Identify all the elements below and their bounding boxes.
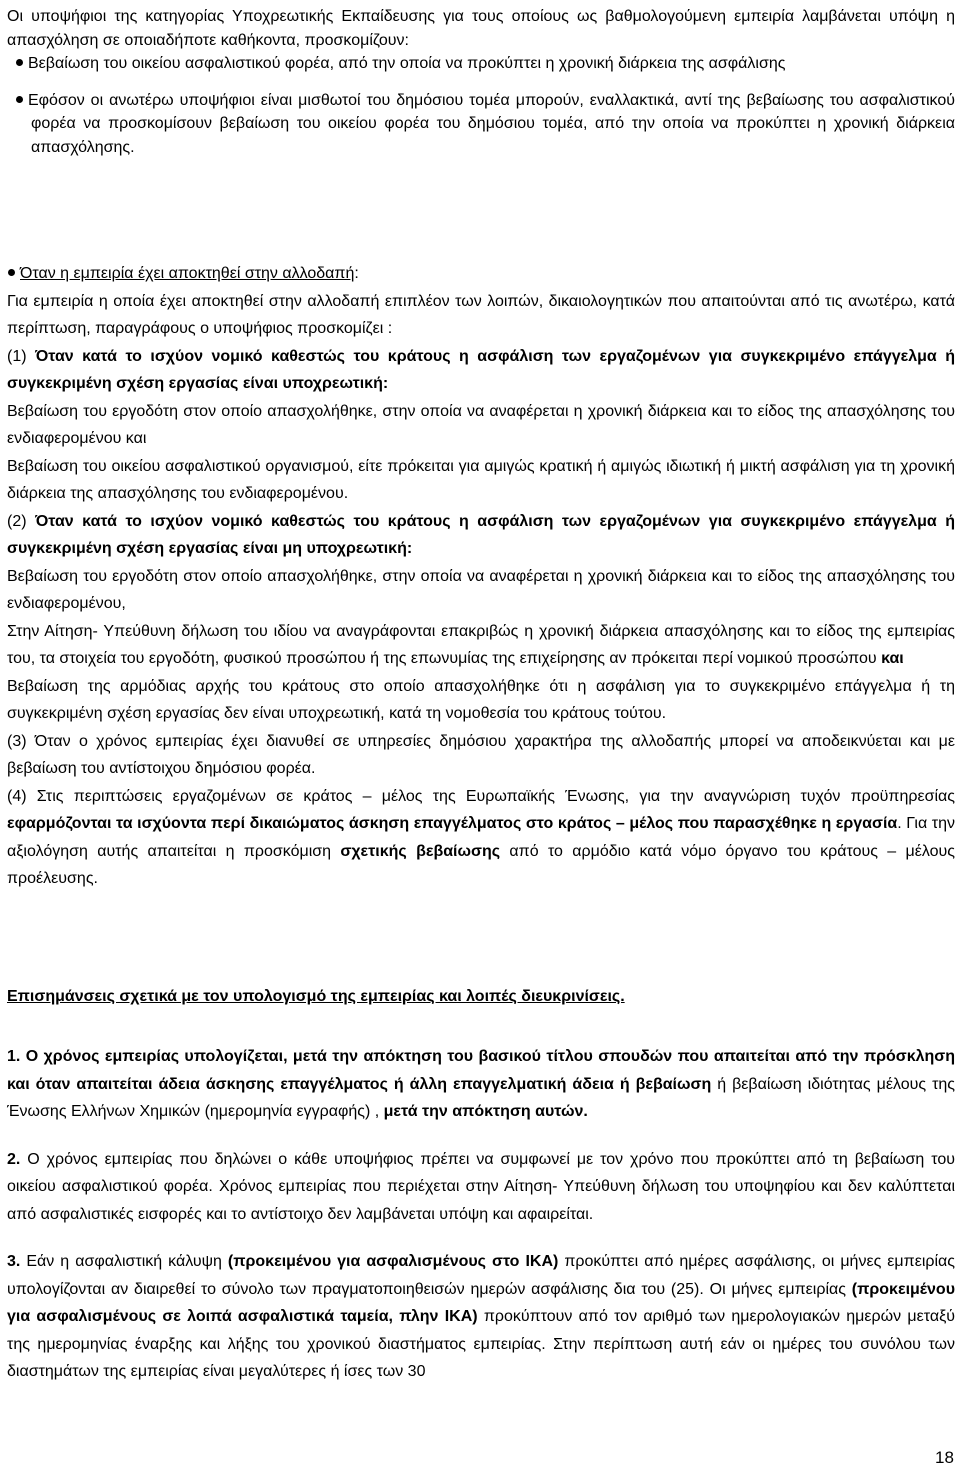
bullet-text: Βεβαίωση του οικείου ασφαλιστικού φορέα, από την οποία να προκύπτει η χρονική διάρκεια της ασφάλισης — [28, 55, 786, 72]
abroad-intro: Για εμπειρία η οποία έχει αποκτηθεί στην αλλοδαπή επιπλέον των λοιπών, δικαιολογητικών που απαιτούνται από τις ανωτέρω, κατά περίπτωση, παραγράφους ο υποψήφιος προσκομίζει : — [7, 292, 955, 337]
bullet-icon — [7, 270, 20, 278]
notes-heading: Επισημάνσεις σχετικά με τον υπολογισμό της εμπειρίας και λοιπές διευκρινίσεις. — [7, 988, 625, 1005]
bullet-icon — [15, 97, 28, 105]
notes-section — [7, 1043, 955, 1386]
case-2-paragraph-1: Βεβαίωση του εργοδότη στον οποίο απασχολήθηκε, στην οποία να αναφέρεται η χρονική διάρκεια και το είδος της απασχόλησης του ενδιαφερομένου, — [7, 567, 955, 612]
case-2-heading: (2) Όταν κατά το ισχύον νομικό καθεστώς του κράτους η ασφάλιση των εργαζομένων για συγκεκριμένο επάγγελμα ή συγκεκριμένη σχέση εργασίας είναι μη υποχρεωτική: — [7, 512, 956, 557]
note-1: 1. Ο χρόνος εμπειρίας υπολογίζεται, μετά την απόκτηση του βασικού τίτλου σπουδών που απαιτείται από την πρόσκληση και όταν απαιτείται άδεια άσκησης επαγγέλματος ή άλλη επαγγελματική άδεια ή βεβαίωση ή βεβαίωση ιδιότητας μέλους της Ένωσης Ελλήνων Χημικών (ημερομηνία εγγραφής) , μετά την απόκτηση αυτών. — [7, 1048, 956, 1120]
note-3: 3. Εάν η ασφαλιστική κάλυψη (προκειμένου για ασφαλισμένους στο ΙΚΑ) προκύπτει από ημέρες ασφάλισης, οι μήνες εμπειρίας υπολογίζονται αν διαιρεθεί το σύνολο των πραγματοποιηθεισών ημερών ασφάλισης δια του (25). Οι μήνες εμπειρίας (προκειμένου για ασφαλισμένους σε λοιπά ασφαλιστικά ταμεία, πλην ΙΚΑ) προκύπτουν από τον αριθμό των ημερολογιακών ημερών μεταξύ της ημερομηνίας έναρξης και λήξης του χρονικού διαστήματος εμπειρίας. Στην περίπτωση αυτή εάν οι ημέρες του συνόλου των διαστημάτων της εμπειρίας είναι μεγαλύτερες ή ίσες των 30 — [7, 1253, 955, 1380]
case-1-paragraph-1: Βεβαίωση του εργοδότη στον οποίο απασχολήθηκε, στην οποία να αναφέρεται η χρονική διάρκεια και το είδος της απασχόλησης του ενδιαφερομένου και — [7, 402, 955, 447]
page-number: 18 — [935, 1448, 954, 1467]
intro-section — [7, 5, 955, 159]
abroad-heading: Όταν η εμπειρία έχει αποκτηθεί στην αλλοδαπή: — [7, 260, 955, 288]
case-2-paragraph-2: Στην Αίτηση- Υπεύθυνη δήλωση του ιδίου να αναγράφονται επακριβώς η χρονική διάρκεια απασχόλησης και το είδος της εμπειρίας του, τα στοιχεία του εργοδότη, φυσικού προσώπου ή της επωνυμίας της επιχείρησης αν πρόκειται περί νομικού προσώπου και — [7, 622, 955, 667]
bullet-item-insurance-certificate — [7, 52, 955, 76]
abroad-heading-text: Όταν η εμπειρία έχει αποκτηθεί στην αλλοδαπή — [20, 265, 355, 282]
bullet-item-public-sector — [7, 89, 955, 160]
case-3-paragraph: (3) Όταν ο χρόνος εμπειρίας έχει διανυθεί σε υπηρεσίες δημόσιου χαρακτήρα της αλλοδαπής μπορεί να αποδεικνύεται και με βεβαίωση του αντίστοιχου δημόσιου φορέα. — [7, 732, 955, 777]
case-4-paragraph: (4) Στις περιπτώσεις εργαζομένων σε κράτος – μέλος της Ευρωπαϊκής Ένωσης, για την αναγνώριση τυχόν προϋπηρεσίας εφαρμόζονται τα ισχύοντα περί δικαιώματος άσκηση επαγγέλματος στο κράτος – μέλος που παρασχέθηκε η εργασία. Για την αξιολόγηση αυτής απαιτείται η προσκόμιση σχετικής βεβαίωσης από το αρμόδιο κατά νόμο όργανο του κράτους – μέλους προέλευσης. — [7, 787, 956, 887]
note-2: 2. Ο χρόνος εμπειρίας που δηλώνει ο κάθε υποψήφιος πρέπει να συμφωνεί με τον χρόνο που προκύπτει από τη βεβαίωση του οικείου ασφαλιστικού φορέα. Χρόνος εμπειρίας που περιέχεται στην Αίτηση- Υπεύθυνη δήλωση του υποψηφίου και δεν καλύπτεται από ασφαλιστικές εισφορές και το αντίστοιχο δεν λαμβάνεται υπόψη και αφαιρείται. — [7, 1150, 955, 1223]
case-2-paragraph-3: Βεβαίωση της αρμόδιας αρχής του κράτους στο οποίο απασχολήθηκε ότι η ασφάλιση για το συγκεκριμένο επάγγελμα ή τη συγκεκριμένη σχέση εργασίας δεν είναι υποχρεωτική, κατά τη νομοθεσία του κράτους τούτου. — [7, 677, 955, 722]
bullet-icon — [15, 60, 28, 68]
abroad-section — [7, 260, 955, 893]
intro-paragraph: Οι υποψήφιοι της κατηγορίας Υποχρεωτικής Εκπαίδευσης για τους οποίους ως βαθμολογούμενη εμπειρία λαμβάνεται υπόψη η απασχόληση σε οποιαδήποτε καθήκοντα, προσκομίζουν: — [7, 8, 955, 49]
case-1-heading: (1) Όταν κατά το ισχύον νομικό καθεστώς του κράτους η ασφάλιση των εργαζομένων για συγκεκριμένο επάγγελμα ή συγκεκριμένη σχέση εργασίας είναι υποχρεωτική: — [7, 347, 956, 392]
bullet-text: Εφόσον οι ανωτέρω υποψήφιοι είναι μισθωτοί του δημόσιου τομέα μπορούν, εναλλακτικά, αντί της βεβαίωσης του ασφαλιστικού φορέα να προσκομίσουν βεβαίωση του οικείου φορέα του δημόσιου τομέα, από την οποία να προκύπτει η χρονική διάρκεια απασχόλησης. — [28, 91, 955, 156]
case-1-paragraph-2: Βεβαίωση του οικείου ασφαλιστικού οργανισμού, είτε πρόκειται για αμιγώς κρατική ή αμιγώς ιδιωτική ή μικτή ασφάλιση για τη χρονική διάρκεια της απασχόλησης του ενδιαφερομένου. — [7, 457, 955, 502]
notes-heading-block — [7, 983, 955, 1010]
